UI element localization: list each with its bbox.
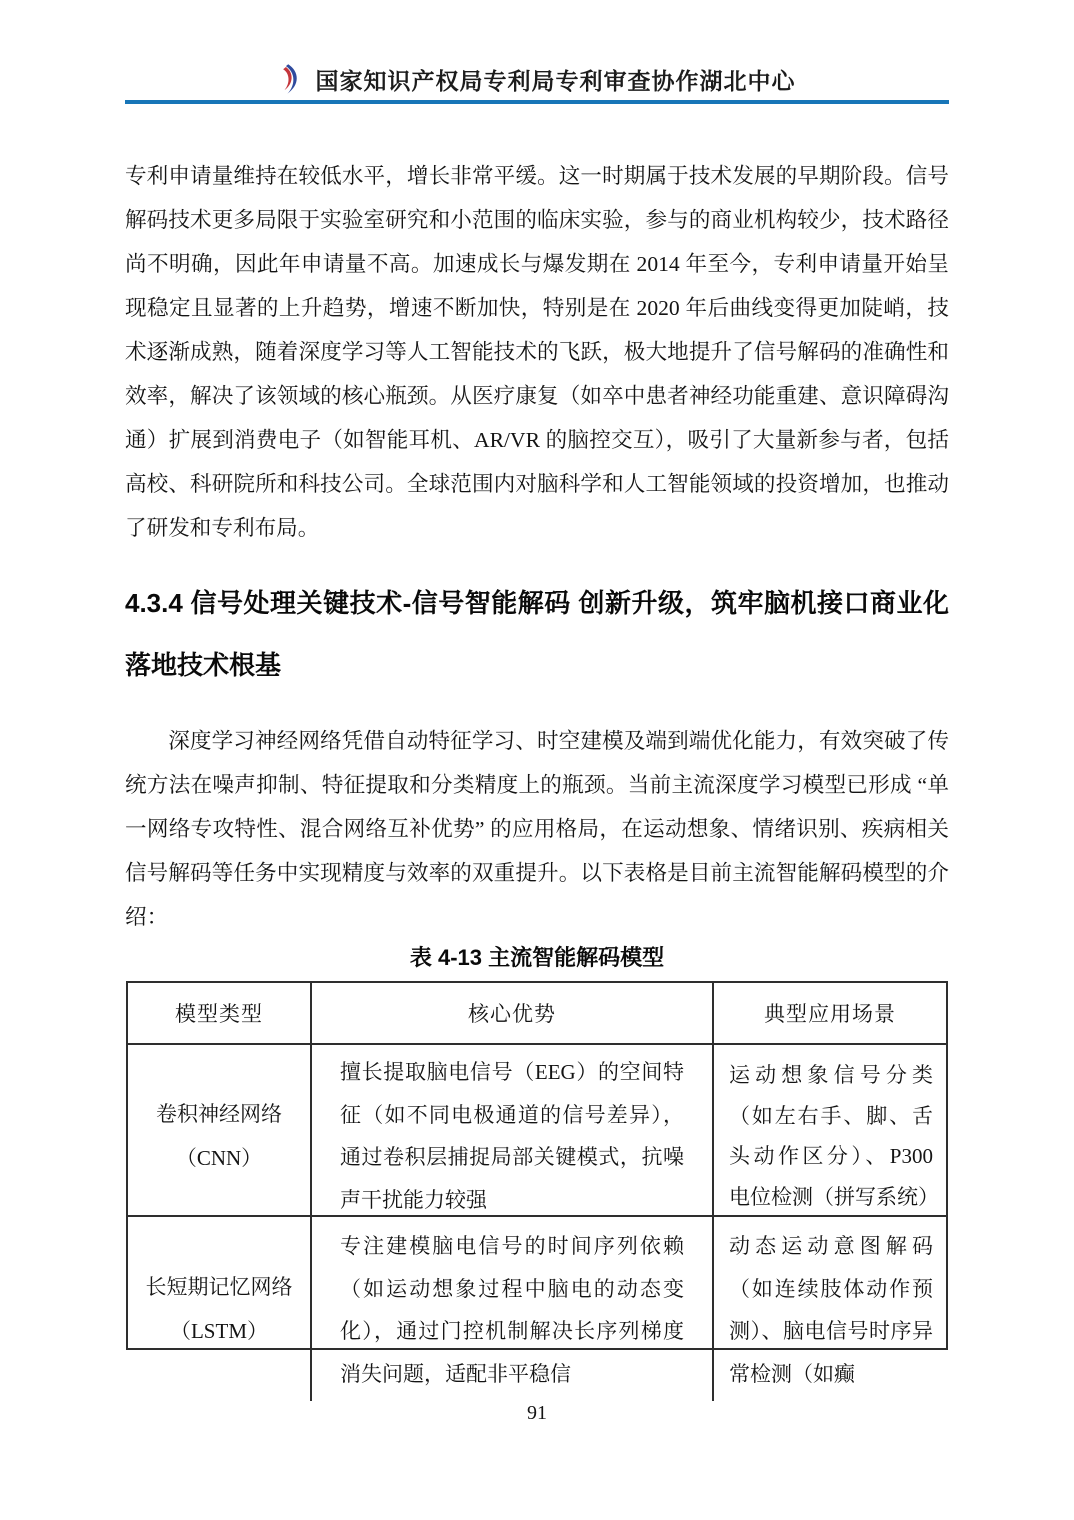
table-row-lstm bbox=[128, 1215, 946, 1386]
cell-application: 运动想象信号分类（如左右手、脚、舌头动作区分）、P300 电位检测（拼写系统） bbox=[712, 1045, 946, 1227]
header-rule bbox=[125, 100, 949, 104]
column-header-core-advantage: 核心优势 bbox=[310, 983, 712, 1043]
table-row-cnn bbox=[128, 1043, 946, 1215]
model-abbr: （CNN） bbox=[175, 1146, 263, 1170]
model-abbr: （LSTM） bbox=[169, 1319, 268, 1343]
cell-model-type bbox=[128, 1045, 310, 1227]
org-name: 国家知识产权局专利局专利审查协作湖北中心 bbox=[315, 67, 796, 94]
column-header-application: 典型应用场景 bbox=[712, 983, 946, 1043]
table-caption: 表 4-13 主流智能解码模型 bbox=[409, 945, 665, 970]
cell-core-advantage bbox=[310, 1217, 712, 1401]
paragraph-patent-trend: 专利申请量维持在较低水平，增长非常平缓。这一时期属于技术发展的早期阶段。信号解码技术更多局限于实验室研究和小范围的临床实验，参与的商业机构较少，技术路径尚不明确，因此年申请量不高。加速成长与爆发期在 2014 年至今，专利申请量开始呈现稳定且显著的上升趋势，增速不断加快，特别是在 2020 年后曲线变得更加陡峭，技术逐渐成熟，随着深度学习等人工智能技术的飞跃，极大地提升了信号解码的准确性和效率，解决了该领域的核心瓶颈。从医疗康复（如卒中患者神经功能重建、意识障碍沟通）扩展到消费电子（如智能耳机、AR/VR 的脑控交互），吸引了大量新参与者，包括高校、科研院所和科技公司。全球范围内对脑科学和人工智能领域的投资增加，也推动了研发和专利布局。 bbox=[125, 164, 949, 540]
advantage-text: 擅长提取脑电信号（EEG）的空间特征（如不同电极通道的信号差异），通过卷积层捕捉局部关键模式，抗噪声干扰能力较强 bbox=[340, 1060, 684, 1212]
page-number: 91 bbox=[527, 1402, 547, 1424]
page-header bbox=[125, 60, 949, 98]
model-name: 长短期记忆网络 bbox=[145, 1275, 293, 1299]
decoding-models-table bbox=[126, 981, 948, 1386]
cell-application: 动态运动意图解码（如连续肢体动作预测）、脑电信号时序异常检测（如癫 bbox=[712, 1217, 946, 1401]
model-name: 卷积神经网络 bbox=[156, 1102, 282, 1126]
section-heading: 4.3.4 信号处理关键技术-信号智能解码 创新升级，筑牢脑机接口商业化落地技术根基 bbox=[125, 588, 949, 680]
column-header-model-type: 模型类型 bbox=[175, 1002, 263, 1026]
table-header-row bbox=[128, 983, 946, 1043]
paragraph-deep-learning: 深度学习神经网络凭借自动特征学习、时空建模及端到端优化能力，有效突破了传统方法在噪声抑制、特征提取和分类精度上的瓶颈。当前主流深度学习模型已形成 “单一网络专攻特性、混合网络互补优势” 的应用格局，在运动想象、情绪识别、疾病相关信号解码等任务中实现精度与效率的双重提升。以下表格是目前主流智能解码模型的介绍： bbox=[125, 729, 949, 929]
org-logo-icon bbox=[279, 63, 303, 95]
cell-model-type bbox=[128, 1217, 310, 1401]
advantage-text: 专注建模脑电信号的时间序列依赖（如运动想象过程中脑电的动态变化），通过门控机制解决长序列梯度消失问题，适配非平稳信 bbox=[340, 1234, 684, 1386]
cell-core-advantage bbox=[310, 1045, 712, 1227]
